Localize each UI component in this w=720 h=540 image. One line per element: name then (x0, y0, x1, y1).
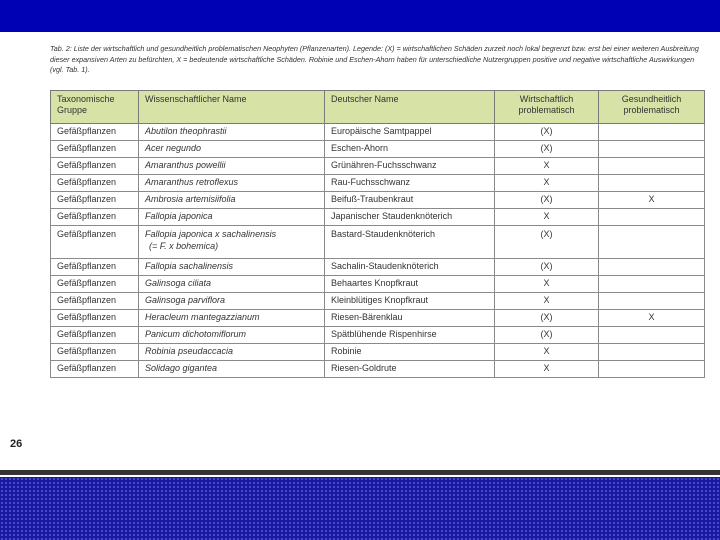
cell-economic: X (495, 209, 599, 226)
cell-economic: X (495, 175, 599, 192)
cell-economic: (X) (495, 310, 599, 327)
cell-health (599, 226, 705, 259)
cell-scientific: Galinsoga ciliata (139, 276, 325, 293)
cell-health (599, 175, 705, 192)
cell-german: Beifuß-Traubenkraut (325, 192, 495, 209)
cell-health (599, 327, 705, 344)
table-row (51, 293, 705, 310)
cell-german: Riesen-Bärenklau (325, 310, 495, 327)
cell-economic: (X) (495, 226, 599, 259)
cell-economic: (X) (495, 259, 599, 276)
cell-health: X (599, 310, 705, 327)
header-scientific: Wissenschaftlicher Name (139, 91, 325, 124)
table-row (51, 259, 705, 276)
cell-scientific: Fallopia japonica (139, 209, 325, 226)
table-caption: Tab. 2: Liste der wirtschaftlich und gesundheitlich problematischen Neophyten (Pflanzenarten). Legende: (X) = wirtschaftlichen Schäden zurzeit noch lokal begrenzt bzw. erst bei einer weiteren Ausbreitung dieser expansiven Arten zu befürchten, X = bedeutende wirtschaftliche Schäden. Robinie und Eschen-Ahorn haben für unterschiedliche Nutzergruppen positive und negative wirtschaftliche Auswirkungen (vgl. Tab. 1). (50, 44, 699, 74)
cell-economic: (X) (495, 141, 599, 158)
cell-german: Sachalin-Staudenknöterich (325, 259, 495, 276)
cell-german: Spätblühende Rispenhirse (325, 327, 495, 344)
cell-scientific: Acer negundo (139, 141, 325, 158)
cell-german: Behaartes Knopfkraut (325, 276, 495, 293)
cell-group: Gefäßpflanzen (51, 259, 139, 276)
table-row (51, 158, 705, 175)
table-row (51, 209, 705, 226)
table-row (51, 361, 705, 378)
cell-health (599, 361, 705, 378)
cell-group: Gefäßpflanzen (51, 276, 139, 293)
cell-german: Kleinblütiges Knopfkraut (325, 293, 495, 310)
cell-scientific: Robinia pseudaccacia (139, 344, 325, 361)
cell-group: Gefäßpflanzen (51, 327, 139, 344)
cell-group: Gefäßpflanzen (51, 293, 139, 310)
cell-scientific: Abutilon theophrastii (139, 124, 325, 141)
table-row (51, 141, 705, 158)
data-table (50, 90, 705, 378)
cell-scientific: Heracleum mantegazzianum (139, 310, 325, 327)
top-header-bar (0, 0, 720, 32)
header-german: Deutscher Name (325, 91, 495, 124)
cell-scientific: Galinsoga parviflora (139, 293, 325, 310)
cell-health: X (599, 192, 705, 209)
neophyte-table (50, 90, 704, 378)
cell-scientific: Solidago gigantea (139, 361, 325, 378)
cell-group: Gefäßpflanzen (51, 361, 139, 378)
cell-health (599, 158, 705, 175)
table-row (51, 226, 705, 259)
scientific-line-2: (= F. x bohemica) (149, 241, 219, 251)
cell-health (599, 209, 705, 226)
cell-scientific: Fallopia sachalinensis (139, 259, 325, 276)
cell-group: Gefäßpflanzen (51, 226, 139, 259)
table-row (51, 276, 705, 293)
cell-group: Gefäßpflanzen (51, 192, 139, 209)
header-health: Gesundheitlich problematisch (599, 91, 705, 124)
cell-german: Bastard-Staudenknöterich (325, 226, 495, 259)
cell-group: Gefäßpflanzen (51, 158, 139, 175)
cell-economic: X (495, 344, 599, 361)
cell-group: Gefäßpflanzen (51, 124, 139, 141)
cell-german: Eschen-Ahorn (325, 141, 495, 158)
cell-economic: (X) (495, 327, 599, 344)
cell-german: Rau-Fuchsschwanz (325, 175, 495, 192)
cell-german: Grünähren-Fuchsschwanz (325, 158, 495, 175)
page-number: 26 (10, 438, 23, 450)
cell-german: Japanischer Staudenknöterich (325, 209, 495, 226)
table-row (51, 192, 705, 209)
table-row (51, 175, 705, 192)
cell-economic: X (495, 158, 599, 175)
cell-health (599, 293, 705, 310)
cell-german: Robinie (325, 344, 495, 361)
cell-scientific: Panicum dichotomiflorum (139, 327, 325, 344)
cell-economic: (X) (495, 124, 599, 141)
table-row (51, 327, 705, 344)
cell-economic: X (495, 361, 599, 378)
cell-health (599, 344, 705, 361)
cell-health (599, 141, 705, 158)
cell-scientific (139, 226, 325, 259)
header-economic: Wirtschaftlich problematisch (495, 91, 599, 124)
cell-economic: X (495, 293, 599, 310)
cell-economic: (X) (495, 192, 599, 209)
table-row (51, 124, 705, 141)
header-group: Taxonomische Gruppe (51, 91, 139, 124)
cell-scientific: Ambrosia artemisiifolia (139, 192, 325, 209)
cell-scientific: Amaranthus powellii (139, 158, 325, 175)
cell-group: Gefäßpflanzen (51, 141, 139, 158)
cell-group: Gefäßpflanzen (51, 175, 139, 192)
cell-health (599, 276, 705, 293)
scientific-line-1: Fallopia japonica x sachalinensis (145, 229, 277, 239)
cell-group: Gefäßpflanzen (51, 310, 139, 327)
cell-german: Riesen-Goldrute (325, 361, 495, 378)
table-header-row (51, 91, 705, 124)
footer-band (0, 477, 720, 540)
cell-group: Gefäßpflanzen (51, 344, 139, 361)
cell-group: Gefäßpflanzen (51, 209, 139, 226)
cell-health (599, 124, 705, 141)
cell-scientific: Amaranthus retroflexus (139, 175, 325, 192)
table-row (51, 310, 705, 327)
cell-german: Europäische Samtpappel (325, 124, 495, 141)
cell-health (599, 259, 705, 276)
table-row (51, 344, 705, 361)
footer-divider (0, 470, 720, 475)
cell-economic: X (495, 276, 599, 293)
